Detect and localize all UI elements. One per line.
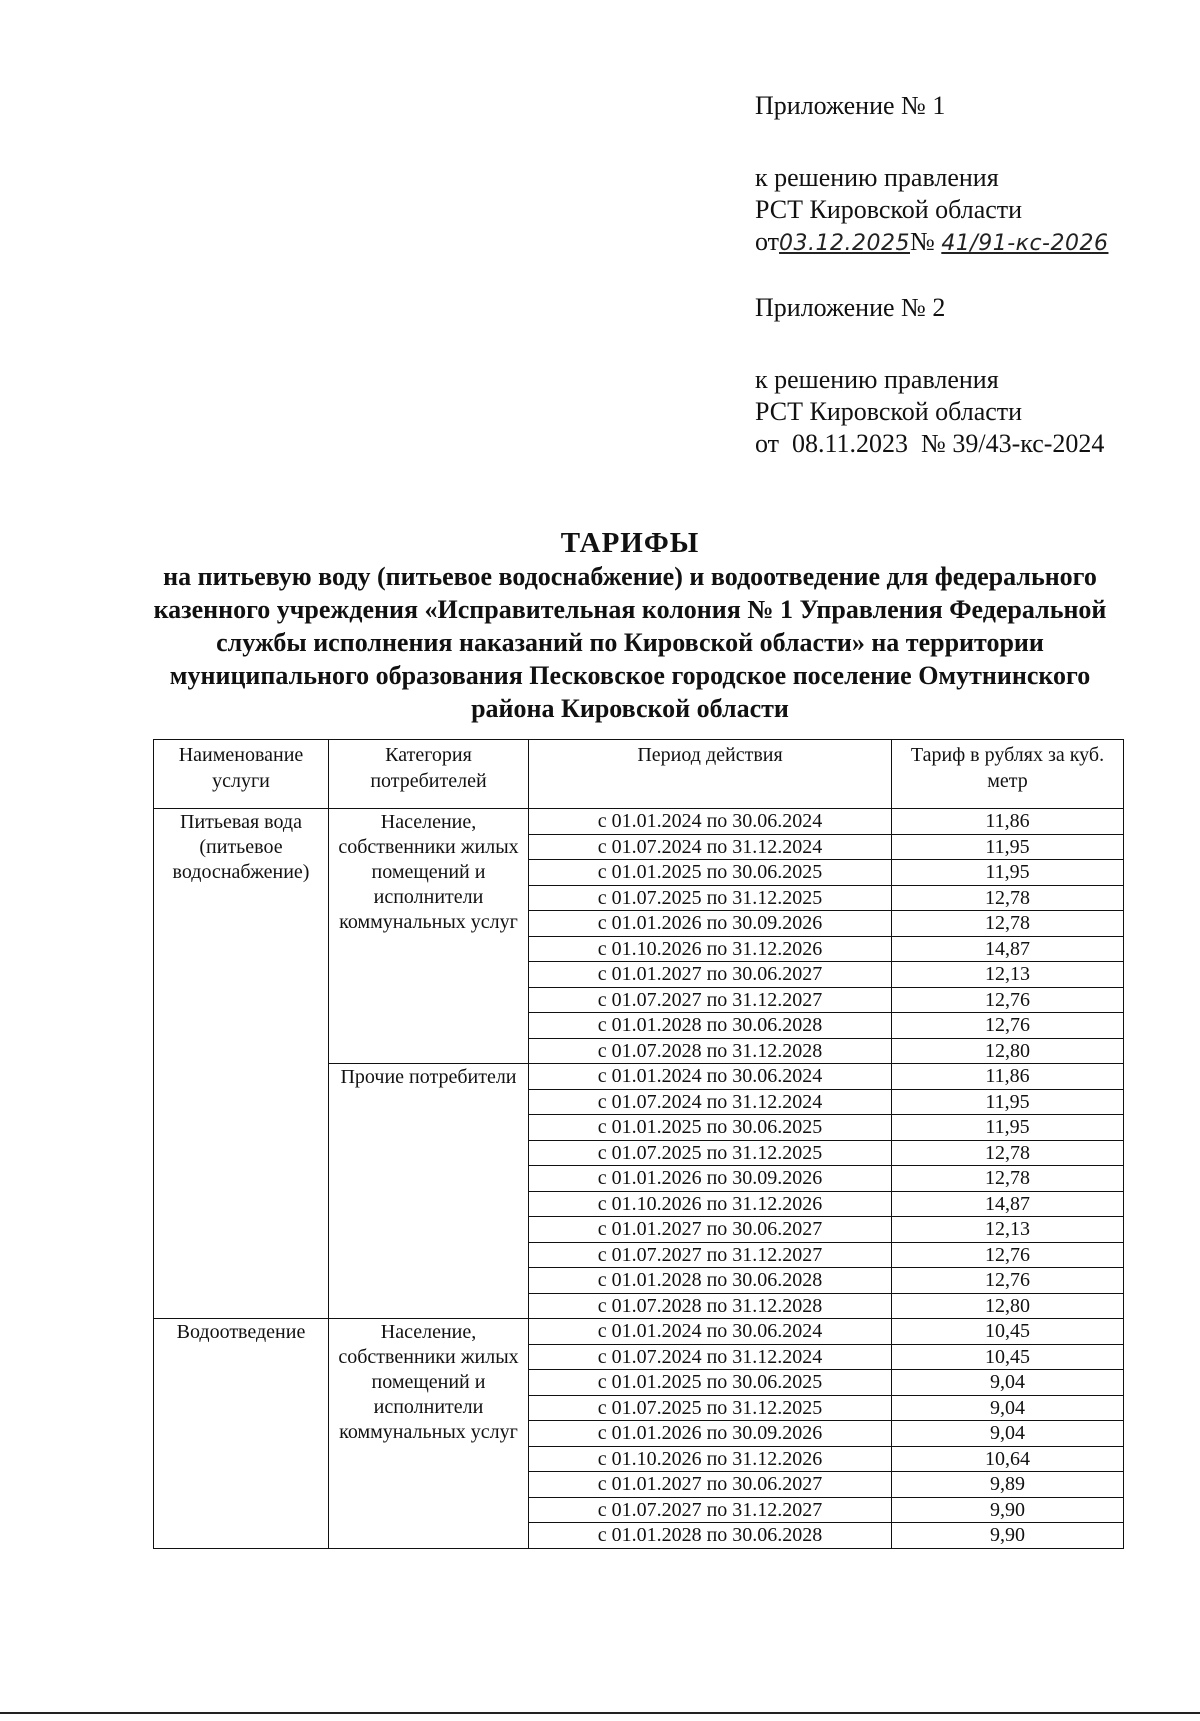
tariff-cell: 12,80 (892, 1293, 1124, 1319)
tariffs-table-wrap (153, 739, 1123, 1549)
table-row (154, 1319, 1124, 1345)
period-cell: с 01.07.2025 по 31.12.2025 (529, 885, 892, 911)
document-subtitle: на питьевую воду (питьевое водоснабжение) и водоотведение для федерального казенного учреждения «Исправительная колония № 1 Управления Федеральной службы исполнения наказаний по Кировской области» на территории муниципального образования Песковское городское поселение Омутнинского района Кировской области (153, 562, 1107, 723)
appendix-1-date-line (755, 226, 1108, 260)
period-cell: с 01.07.2028 по 31.12.2028 (529, 1038, 892, 1064)
appendix-1-line2: РСТ Кировской области (755, 195, 1023, 224)
tariff-cell: 12,80 (892, 1038, 1124, 1064)
appendix-2-line3: от 08.11.2023 № 39/43-кс-2024 (755, 429, 1105, 458)
period-cell: с 01.07.2025 по 31.12.2025 (529, 1395, 892, 1421)
category-cell: Население, собственники жилых помещений и исполнители коммунальных услуг (329, 809, 529, 1064)
tariff-cell: 9,04 (892, 1421, 1124, 1447)
page-bottom-rule (0, 1712, 1200, 1714)
category-cell: Прочие потребители (329, 1064, 529, 1319)
document-title: ТАРИФЫ (560, 527, 700, 559)
period-cell: с 01.01.2024 по 30.06.2024 (529, 1064, 892, 1090)
period-cell: с 01.10.2026 по 31.12.2026 (529, 936, 892, 962)
tariff-cell: 10,45 (892, 1319, 1124, 1345)
period-cell: с 01.10.2026 по 31.12.2026 (529, 1446, 892, 1472)
period-cell: с 01.07.2024 по 31.12.2024 (529, 1344, 892, 1370)
appendix-2-block (755, 292, 1104, 460)
appendix-1-prefix: от (755, 227, 780, 256)
appendix-1-title: Приложение № 1 (755, 91, 946, 120)
period-cell: с 01.01.2026 по 30.09.2026 (529, 1421, 892, 1447)
period-cell: с 01.01.2028 по 30.06.2028 (529, 1268, 892, 1294)
tariff-cell: 9,89 (892, 1472, 1124, 1498)
tariff-cell: 12,13 (892, 962, 1124, 988)
tariff-cell: 12,76 (892, 1013, 1124, 1039)
tariff-cell: 11,86 (892, 809, 1124, 835)
tariffs-table-body (154, 809, 1124, 1549)
period-cell: с 01.01.2026 по 30.09.2026 (529, 1166, 892, 1192)
period-cell: с 01.01.2025 по 30.06.2025 (529, 860, 892, 886)
category-cell: Население, собственники жилых помещений и исполнители коммунальных услуг (329, 1319, 529, 1549)
tariff-cell: 11,95 (892, 860, 1124, 886)
tariff-cell: 10,45 (892, 1344, 1124, 1370)
header-category: Категория потребителей (329, 740, 529, 809)
period-cell: с 01.07.2027 по 31.12.2027 (529, 1242, 892, 1268)
tariff-cell: 12,78 (892, 1166, 1124, 1192)
period-cell: с 01.07.2025 по 31.12.2025 (529, 1140, 892, 1166)
table-header-row (154, 740, 1124, 809)
tariff-cell: 14,87 (892, 936, 1124, 962)
tariff-cell: 12,78 (892, 885, 1124, 911)
period-cell: с 01.07.2027 по 31.12.2027 (529, 1497, 892, 1523)
tariff-cell: 9,90 (892, 1497, 1124, 1523)
appendix-2-line1: к решению правления (755, 365, 999, 394)
service-cell: Питьевая вода (питьевое водоснабжение) (154, 809, 329, 1319)
appendix-1-handwritten-number: 41/91-кс-2026 (941, 231, 1109, 256)
tariff-cell: 11,95 (892, 1089, 1124, 1115)
period-cell: с 01.01.2024 по 30.06.2024 (529, 1319, 892, 1345)
period-cell: с 01.01.2027 по 30.06.2027 (529, 962, 892, 988)
period-cell: с 01.07.2027 по 31.12.2027 (529, 987, 892, 1013)
header-period: Период действия (529, 740, 892, 809)
tariff-cell: 10,64 (892, 1446, 1124, 1472)
appendix-1-handwritten-date: 03.12.2025 (779, 231, 910, 256)
period-cell: с 01.07.2028 по 31.12.2028 (529, 1293, 892, 1319)
tariff-cell: 12,78 (892, 1140, 1124, 1166)
period-cell: с 01.01.2028 по 30.06.2028 (529, 1523, 892, 1549)
tariff-cell: 12,76 (892, 1268, 1124, 1294)
appendix-2-line2: РСТ Кировской области (755, 397, 1023, 426)
tariff-cell: 12,78 (892, 911, 1124, 937)
appendix-1-block (755, 90, 1108, 260)
appendix-1-line1: к решению правления (755, 163, 999, 192)
period-cell: с 01.01.2028 по 30.06.2028 (529, 1013, 892, 1039)
tariffs-table (153, 739, 1124, 1549)
table-row (154, 809, 1124, 835)
service-cell: Водоотведение (154, 1319, 329, 1549)
appendix-1-number-sign: № (910, 227, 935, 256)
period-cell: с 01.07.2024 по 31.12.2024 (529, 1089, 892, 1115)
period-cell: с 01.07.2024 по 31.12.2024 (529, 834, 892, 860)
period-cell: с 01.01.2027 по 30.06.2027 (529, 1472, 892, 1498)
period-cell: с 01.01.2027 по 30.06.2027 (529, 1217, 892, 1243)
tariff-cell: 12,13 (892, 1217, 1124, 1243)
appendix-2-title: Приложение № 2 (755, 293, 946, 322)
tariff-cell: 9,04 (892, 1395, 1124, 1421)
tariff-cell: 11,95 (892, 834, 1124, 860)
period-cell: с 01.01.2026 по 30.09.2026 (529, 911, 892, 937)
tariff-cell: 11,95 (892, 1115, 1124, 1141)
document-heading (150, 527, 1110, 725)
header-tariff: Тариф в рублях за куб. метр (892, 740, 1124, 809)
header-service: Наименование услуги (154, 740, 329, 809)
period-cell: с 01.01.2025 по 30.06.2025 (529, 1370, 892, 1396)
period-cell: с 01.01.2024 по 30.06.2024 (529, 809, 892, 835)
period-cell: с 01.10.2026 по 31.12.2026 (529, 1191, 892, 1217)
tariff-cell: 12,76 (892, 1242, 1124, 1268)
tariff-cell: 14,87 (892, 1191, 1124, 1217)
period-cell: с 01.01.2025 по 30.06.2025 (529, 1115, 892, 1141)
tariff-cell: 11,86 (892, 1064, 1124, 1090)
tariff-cell: 12,76 (892, 987, 1124, 1013)
tariff-cell: 9,04 (892, 1370, 1124, 1396)
tariff-cell: 9,90 (892, 1523, 1124, 1549)
